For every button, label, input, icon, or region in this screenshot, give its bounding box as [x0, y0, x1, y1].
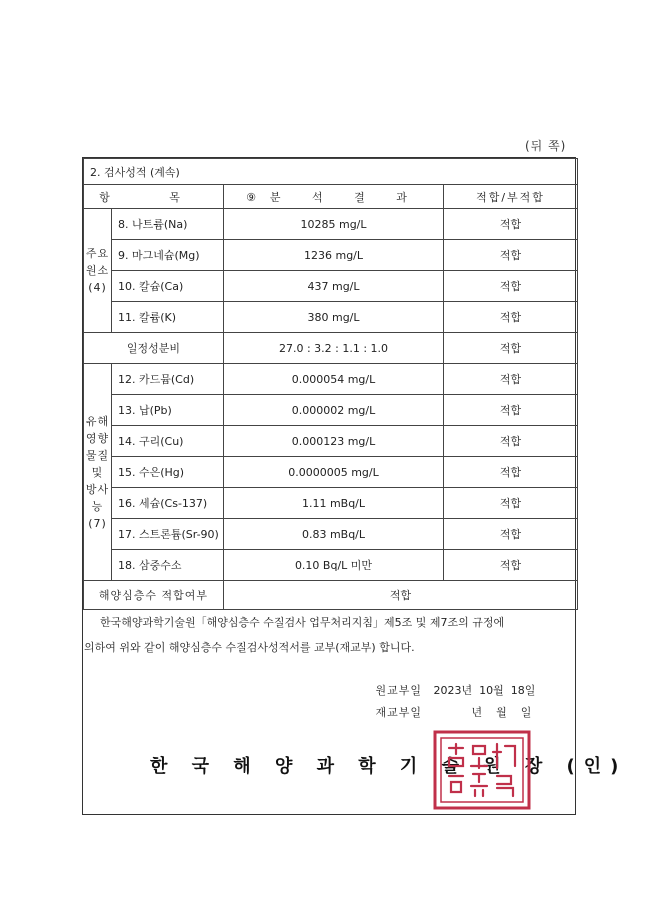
item-name: 8. 나트륨(Na)	[112, 209, 224, 240]
analysis-result: 380 mg/L	[224, 302, 444, 333]
group-major-line: 원소	[85, 264, 110, 277]
table-row	[84, 333, 578, 364]
suitability-value: 적합	[444, 364, 578, 395]
section-title: 2. 검사성적 (계속)	[84, 159, 578, 185]
item-name: 16. 세슘(Cs-137)	[112, 488, 224, 519]
suitability-summary-label: 해양심층수 적합여부	[84, 581, 224, 610]
item-name: 14. 구리(Cu)	[112, 426, 224, 457]
table-row	[84, 519, 578, 550]
item-name: 18. 삼중수소	[112, 550, 224, 581]
suitability-value: 적합	[444, 240, 578, 271]
item-name: 15. 수은(Hg)	[112, 457, 224, 488]
table-row	[84, 457, 578, 488]
group-harmful-line: 방사	[85, 482, 110, 496]
analysis-result: 27.0 : 3.2 : 1.1 : 1.0	[224, 333, 444, 364]
original-issue-date: 2023년 10월 18일	[433, 684, 536, 697]
issue-dates	[340, 680, 535, 724]
table-row	[84, 302, 578, 333]
reissue-row	[340, 702, 535, 724]
item-name: 일정성분비	[84, 333, 224, 364]
group-harmful-line: (7)	[88, 516, 107, 530]
table-row	[84, 395, 578, 426]
analysis-result: 0.000123 mg/L	[224, 426, 444, 457]
suitability-value: 적합	[444, 519, 578, 550]
suitability-value: 적합	[444, 457, 578, 488]
analysis-result: 1.11 mBq/L	[224, 488, 444, 519]
group-harmful-line: 영향	[85, 431, 110, 445]
analysis-result: 0.000002 mg/L	[224, 395, 444, 426]
suitability-value: 적합	[444, 209, 578, 240]
group-major	[84, 209, 112, 333]
notice-text	[84, 610, 574, 660]
table-row	[84, 209, 578, 240]
item-name: 10. 칼슘(Ca)	[112, 271, 224, 302]
suitability-summary-row	[84, 581, 578, 610]
header-suitability: 적합/부적합	[444, 185, 578, 209]
table-row	[84, 240, 578, 271]
notice-line-1: 한국해양과학기술원「해양심층수 수질검사 업무처리지침」제5조 및 제7조의 규정에	[100, 616, 505, 629]
item-name: 9. 마그네슘(Mg)	[112, 240, 224, 271]
group-harmful-line: 및	[91, 465, 104, 479]
analysis-result: 0.000054 mg/L	[224, 364, 444, 395]
group-major-line: (4)	[88, 281, 107, 294]
signer-title: 한 국 해 양 과 학 기 술 원 장 (인)	[150, 756, 628, 777]
item-name: 11. 칼륨(K)	[112, 302, 224, 333]
table-row	[84, 550, 578, 581]
suitability-summary-value: 적합	[224, 581, 578, 610]
reissue-date: 년 월 일	[471, 706, 532, 719]
analysis-result: 0.83 mBq/L	[224, 519, 444, 550]
analysis-result: 10285 mg/L	[224, 209, 444, 240]
table-row	[84, 426, 578, 457]
suitability-value: 적합	[444, 426, 578, 457]
item-name: 12. 카드뮴(Cd)	[112, 364, 224, 395]
item-name: 17. 스트론튬(Sr-90)	[112, 519, 224, 550]
reissue-label: 재교부일	[375, 706, 422, 719]
results-table	[83, 158, 578, 610]
group-harmful-line: 물질	[85, 448, 110, 462]
table-row	[84, 271, 578, 302]
analysis-result: 0.0000005 mg/L	[224, 457, 444, 488]
suitability-value: 적합	[444, 302, 578, 333]
original-issue-row	[340, 680, 535, 702]
suitability-value: 적합	[444, 333, 578, 364]
table-row	[84, 488, 578, 519]
page-side-label: (뒤 쪽)	[525, 139, 567, 153]
original-issue-label: 원교부일	[375, 684, 422, 697]
header-result: ⑨분 석 결 과	[224, 185, 444, 209]
analysis-result: 1236 mg/L	[224, 240, 444, 271]
group-major-line: 주요	[85, 247, 110, 260]
suitability-value: 적합	[444, 550, 578, 581]
analysis-result: 437 mg/L	[224, 271, 444, 302]
group-harmful	[84, 364, 112, 581]
notice-line-2: 의하여 위와 같이 해양심층수 수질검사성적서를 교부(재교부) 합니다.	[84, 641, 415, 654]
header-item: 항 목	[84, 185, 224, 209]
item-name: 13. 납(Pb)	[112, 395, 224, 426]
group-harmful-line: 유해	[85, 414, 110, 428]
analysis-result: 0.10 Bq/L 미만	[224, 550, 444, 581]
suitability-value: 적합	[444, 395, 578, 426]
official-seal-icon	[433, 730, 531, 810]
suitability-value: 적합	[444, 271, 578, 302]
group-harmful-line: 능	[91, 499, 104, 513]
table-row	[84, 364, 578, 395]
suitability-value: 적합	[444, 488, 578, 519]
